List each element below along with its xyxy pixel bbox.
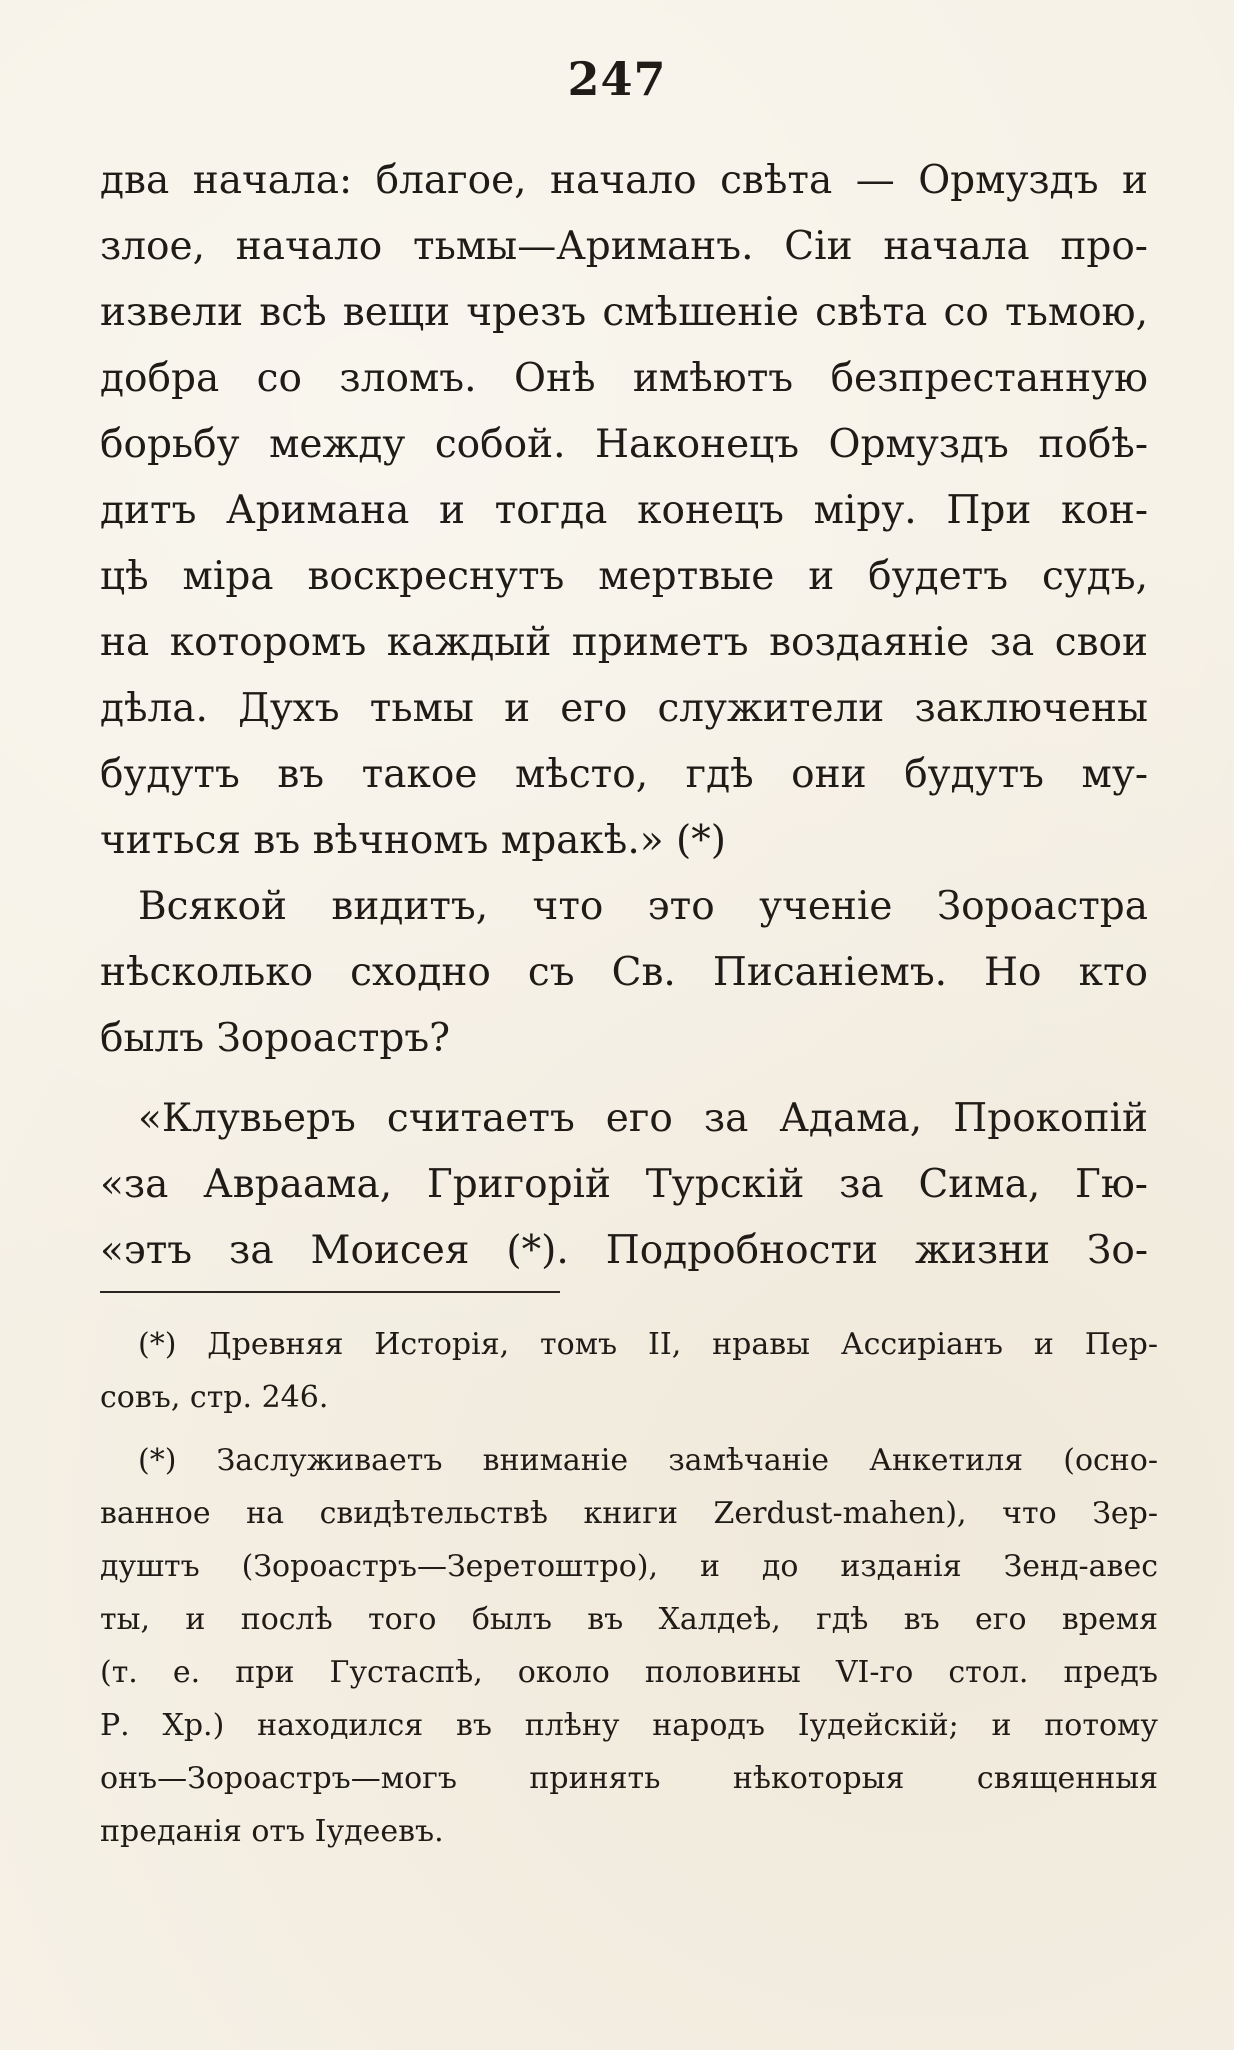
footnote-line: душтъ (Зороастръ—Зеретоштро), и до изданія Зенд-авес bbox=[100, 1549, 1158, 1584]
text-line: извели всѣ вещи чрезъ смѣшеніе свѣта со тьмою, bbox=[100, 290, 1148, 335]
footnote-line: онъ—Зороастръ—могъ принять нѣкоторыя священныя bbox=[100, 1761, 1158, 1796]
paragraph-gap bbox=[100, 1072, 1148, 1086]
footnote-line: преданія отъ Іудеевъ. bbox=[100, 1814, 444, 1849]
footnote-line: ты, и послѣ того былъ въ Халдеѣ, гдѣ въ его время bbox=[100, 1602, 1158, 1637]
text-line: «за Авраама, Григорій Турскій за Сима, Гю- bbox=[100, 1162, 1148, 1207]
paragraph-first-line: Всякой видитъ, что это ученіе Зороастра bbox=[138, 884, 1148, 929]
text-line: нѣсколько сходно съ Св. Писаніемъ. Но кто bbox=[100, 950, 1148, 995]
text-line: два начала: благое, начало свѣта — Ормуздъ и bbox=[100, 158, 1148, 203]
text-line: дитъ Аримана и тогда конецъ міру. При кон- bbox=[100, 488, 1148, 533]
text-line: на которомъ каждый приметъ воздаяніе за свои bbox=[100, 620, 1148, 665]
footnote-line: (т. е. при Густаспѣ, около половины VI-го стол. предъ bbox=[100, 1655, 1158, 1690]
text-line: былъ Зороастръ? bbox=[100, 1016, 451, 1061]
text-line: борьбу между собой. Наконецъ Ормуздъ побѣ- bbox=[100, 422, 1148, 467]
footnote-line: совъ, стр. 246. bbox=[100, 1380, 329, 1415]
footnotes bbox=[100, 1318, 1158, 1858]
paragraph-first-line: «Клувьеръ считаетъ его за Адама, Прокопій bbox=[138, 1096, 1148, 1141]
text-line: читься въ вѣчномъ мракѣ.» (*) bbox=[100, 818, 726, 863]
text-line: добра со зломъ. Онѣ имѣютъ безпрестанную bbox=[100, 356, 1148, 401]
footnote-divider bbox=[100, 1291, 560, 1293]
footnote-line: (*) Древняя Исторія, томъ II, нравы Ассиріанъ и Пер- bbox=[138, 1327, 1158, 1362]
text-line: цѣ міра воскреснутъ мертвые и будетъ судъ, bbox=[100, 554, 1148, 599]
footnote-line: ванное на свидѣтельствѣ книги Zerdust-mahen), что Зер- bbox=[100, 1496, 1158, 1531]
text-line: злое, начало тьмы—Ариманъ. Сіи начала про- bbox=[100, 224, 1148, 269]
main-text bbox=[100, 148, 1148, 1284]
text-line: «этъ за Моисея (*). Подробности жизни Зо- bbox=[100, 1228, 1148, 1273]
page-number: 247 bbox=[567, 52, 667, 106]
text-line: дѣла. Духъ тьмы и его служители заключены bbox=[100, 686, 1148, 731]
footnote-line: Р. Хр.) находился въ плѣну народъ Іудейскій; и потому bbox=[100, 1708, 1158, 1743]
footnote-gap bbox=[100, 1424, 1158, 1434]
footnote-line: (*) Заслуживаетъ вниманіе замѣчаніе Анкетиля (осно- bbox=[138, 1443, 1158, 1478]
text-line: будутъ въ такое мѣсто, гдѣ они будутъ му- bbox=[100, 752, 1148, 797]
